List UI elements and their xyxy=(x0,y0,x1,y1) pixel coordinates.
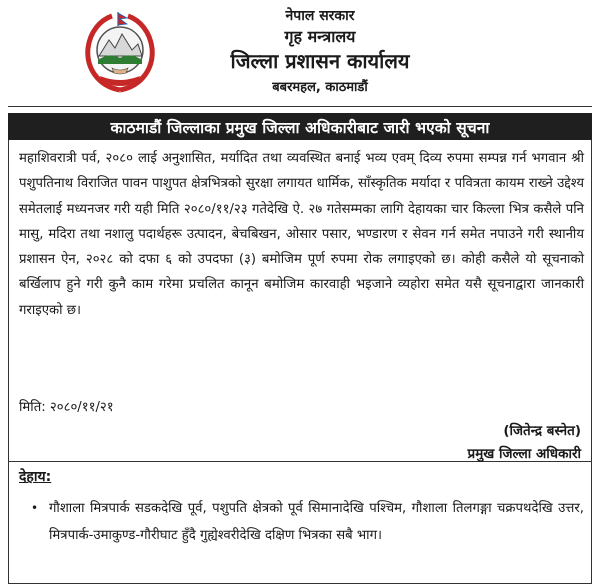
bullet-icon: • xyxy=(31,501,39,515)
boundary-heading: देहाय: xyxy=(19,469,52,485)
signatory-name: (जितेन्द्र बस्नेत) xyxy=(503,423,581,439)
office-address: बबरमहल, काठमाडौं xyxy=(272,80,368,95)
signatory-title: प्रमुख जिल्ला अधिकारी xyxy=(467,446,581,462)
notice-date: मिति: २०८०/११/२१ xyxy=(19,400,114,415)
government-name: नेपाल सरकार xyxy=(285,8,355,24)
notice-body-box xyxy=(8,140,592,462)
boundary-section xyxy=(8,461,592,584)
ministry-name: गृह मन्त्रालय xyxy=(284,27,356,46)
office-header xyxy=(170,6,470,98)
nepal-government-emblem-icon xyxy=(82,10,158,94)
office-name: जिल्ला प्रशासन कार्यालय xyxy=(230,49,410,73)
boundary-item: गौशाला मित्रपार्क सडकदेखि पूर्व, पशुपति क्षेत्रको पूर्व सिमानादेखि पश्चिम, गौशाला तिलगङ्गा चक्रपथदेखि उत्तर, मित्रपार्क-उमाकुण्ड-गौरीघाट हुँदै गुह्येश्वरीदेखि दक्षिण भित्रका सबै भाग। xyxy=(49,501,584,543)
header-divider xyxy=(8,106,592,107)
notice-title: काठमाडौं जिल्लाका प्रमुख जिल्ला अधिकारीबाट जारी भएको सूचना xyxy=(8,113,592,140)
notice-body-text: महाशिवरात्री पर्व, २०८० लाई अनुशासित, मर्यादित तथा व्यवस्थित बनाई भव्य एवम् दिव्य रुपमा सम्पन्न गर्न भगवान श्री पशुपतिनाथ विराजित पावन पाशुपत क्षेत्रभित्रको सुरक्षा लगायत धार्मिक, साँस्कृतिक मर्यादा र पवित्रता कायम राख्ने उद्देश्य समेतलाई मध्यनजर गरी यही मिति २०८०/११/२३ गतेदेखि ऐ. २७ गतेसम्मका लागि देहायका चार किल्ला भित्र कसैले पनि मासु, मदिरा तथा नशालु पदार्थहरू उत्पादन, बेचबिखन, ओसार पसार, भण्डारण र सेवन गर्न समेत नपाउने गरी स्थानीय प्रशासन ऐन, २०२८ को दफा ६ को उपदफा (३) बमोजिम पूर्ण रुपमा रोक लगाइएको छ। कोही कसैले यो सूचनाको बर्खिलाप हुने गरी कुनै काम गरेमा प्रचलित कानून बमोजिम कारवाही भइजाने व्यहोरा समेत यसै सूचनाद्वारा जानकारी गराइएको छ। xyxy=(19,151,584,318)
